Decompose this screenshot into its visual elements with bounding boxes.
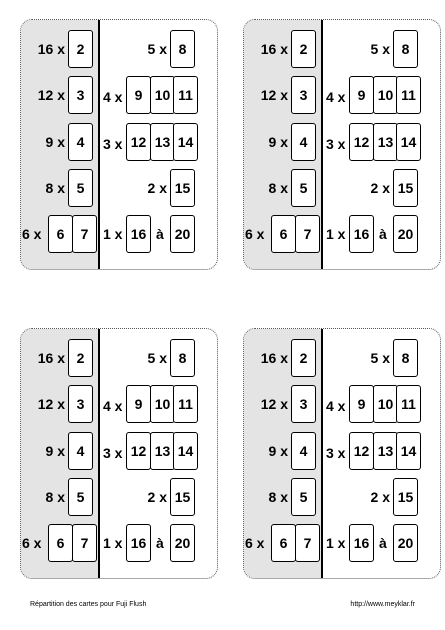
multiplier-label: 8 x <box>268 180 288 196</box>
number-card: 5 <box>68 478 93 516</box>
number-card: 6 <box>271 524 296 562</box>
number-card: 11 <box>396 76 421 114</box>
number-card: 8 <box>393 30 418 68</box>
multiplier-label: 6 x <box>22 535 42 551</box>
number-card: 5 <box>68 169 93 207</box>
number-card: 9 <box>126 76 151 114</box>
multiplier-label: 3 x <box>103 136 123 152</box>
number-card: 4 <box>68 432 93 470</box>
number-card: 20 <box>393 524 418 562</box>
multiplier-label: 2 x <box>147 180 167 196</box>
multiplier-label: 4 x <box>103 398 123 414</box>
multiplier-label: 3 x <box>103 445 123 461</box>
number-card: 4 <box>291 123 316 161</box>
multiplier-label: 9 x <box>268 443 288 459</box>
number-card: 2 <box>291 30 316 68</box>
multiplier-label: 1 x <box>326 535 346 551</box>
number-card: 5 <box>291 478 316 516</box>
number-card: 8 <box>170 30 195 68</box>
number-card: 3 <box>291 385 316 423</box>
number-card: 16 <box>349 524 374 562</box>
number-card: 16 <box>349 215 374 253</box>
number-card: 11 <box>396 385 421 423</box>
card-divider <box>98 329 100 578</box>
number-card: 10 <box>373 76 398 114</box>
number-card: 13 <box>150 432 175 470</box>
number-card: 11 <box>173 76 198 114</box>
number-card: 6 <box>271 215 296 253</box>
number-card: 20 <box>170 524 195 562</box>
distribution-card <box>20 19 218 270</box>
number-card: 14 <box>396 432 421 470</box>
multiplier-label: 1 x <box>326 226 346 242</box>
multiplier-label: 5 x <box>147 41 167 57</box>
number-card: 6 <box>48 215 73 253</box>
multiplier-label: 2 x <box>370 180 390 196</box>
number-card: 15 <box>393 169 418 207</box>
number-card: 3 <box>291 76 316 114</box>
range-connector: à <box>156 226 164 242</box>
multiplier-label: 9 x <box>45 443 65 459</box>
number-card: 9 <box>126 385 151 423</box>
number-card: 13 <box>373 123 398 161</box>
number-card: 5 <box>291 169 316 207</box>
number-card: 4 <box>68 123 93 161</box>
multiplier-label: 5 x <box>370 41 390 57</box>
multiplier-label: 4 x <box>326 89 346 105</box>
number-card: 16 <box>126 215 151 253</box>
multiplier-label: 8 x <box>45 489 65 505</box>
multiplier-label: 5 x <box>147 350 167 366</box>
card-divider <box>321 329 323 578</box>
number-card: 9 <box>349 385 374 423</box>
number-card: 15 <box>170 169 195 207</box>
number-card: 10 <box>150 385 175 423</box>
number-card: 2 <box>291 339 316 377</box>
number-card: 2 <box>68 339 93 377</box>
multiplier-label: 1 x <box>103 535 123 551</box>
number-card: 14 <box>173 432 198 470</box>
number-card: 15 <box>170 478 195 516</box>
range-connector: à <box>156 535 164 551</box>
card-divider <box>321 20 323 269</box>
footer-title: Répartition des cartes pour Fuji Flush <box>30 601 147 608</box>
range-connector: à <box>379 226 387 242</box>
number-card: 12 <box>126 432 151 470</box>
multiplier-label: 16 x <box>37 350 65 366</box>
number-card: 7 <box>295 524 320 562</box>
number-card: 3 <box>68 76 93 114</box>
card-divider <box>98 20 100 269</box>
multiplier-label: 9 x <box>268 134 288 150</box>
multiplier-label: 12 x <box>37 396 65 412</box>
number-card: 12 <box>349 432 374 470</box>
distribution-card <box>243 19 441 270</box>
number-card: 8 <box>170 339 195 377</box>
number-card: 13 <box>373 432 398 470</box>
footer-url[interactable]: http://www.meyklar.fr <box>350 601 415 608</box>
multiplier-label: 12 x <box>260 396 288 412</box>
number-card: 14 <box>396 123 421 161</box>
multiplier-label: 4 x <box>326 398 346 414</box>
distribution-card <box>243 328 441 579</box>
multiplier-label: 4 x <box>103 89 123 105</box>
multiplier-label: 1 x <box>103 226 123 242</box>
number-card: 10 <box>373 385 398 423</box>
range-connector: à <box>379 535 387 551</box>
multiplier-label: 5 x <box>370 350 390 366</box>
multiplier-label: 6 x <box>22 226 42 242</box>
number-card: 20 <box>393 215 418 253</box>
number-card: 6 <box>48 524 73 562</box>
number-card: 12 <box>126 123 151 161</box>
number-card: 16 <box>126 524 151 562</box>
multiplier-label: 3 x <box>326 445 346 461</box>
number-card: 2 <box>68 30 93 68</box>
multiplier-label: 3 x <box>326 136 346 152</box>
multiplier-label: 2 x <box>370 489 390 505</box>
multiplier-label: 6 x <box>245 535 265 551</box>
number-card: 3 <box>68 385 93 423</box>
number-card: 15 <box>393 478 418 516</box>
number-card: 7 <box>295 215 320 253</box>
number-card: 9 <box>349 76 374 114</box>
multiplier-label: 6 x <box>245 226 265 242</box>
number-card: 11 <box>173 385 198 423</box>
number-card: 4 <box>291 432 316 470</box>
number-card: 7 <box>72 524 97 562</box>
multiplier-label: 12 x <box>260 87 288 103</box>
number-card: 10 <box>150 76 175 114</box>
multiplier-label: 2 x <box>147 489 167 505</box>
multiplier-label: 8 x <box>268 489 288 505</box>
number-card: 20 <box>170 215 195 253</box>
multiplier-label: 12 x <box>37 87 65 103</box>
number-card: 13 <box>150 123 175 161</box>
multiplier-label: 16 x <box>260 350 288 366</box>
multiplier-label: 9 x <box>45 134 65 150</box>
number-card: 8 <box>393 339 418 377</box>
multiplier-label: 8 x <box>45 180 65 196</box>
number-card: 14 <box>173 123 198 161</box>
number-card: 7 <box>72 215 97 253</box>
distribution-card <box>20 328 218 579</box>
multiplier-label: 16 x <box>37 41 65 57</box>
multiplier-label: 16 x <box>260 41 288 57</box>
number-card: 12 <box>349 123 374 161</box>
